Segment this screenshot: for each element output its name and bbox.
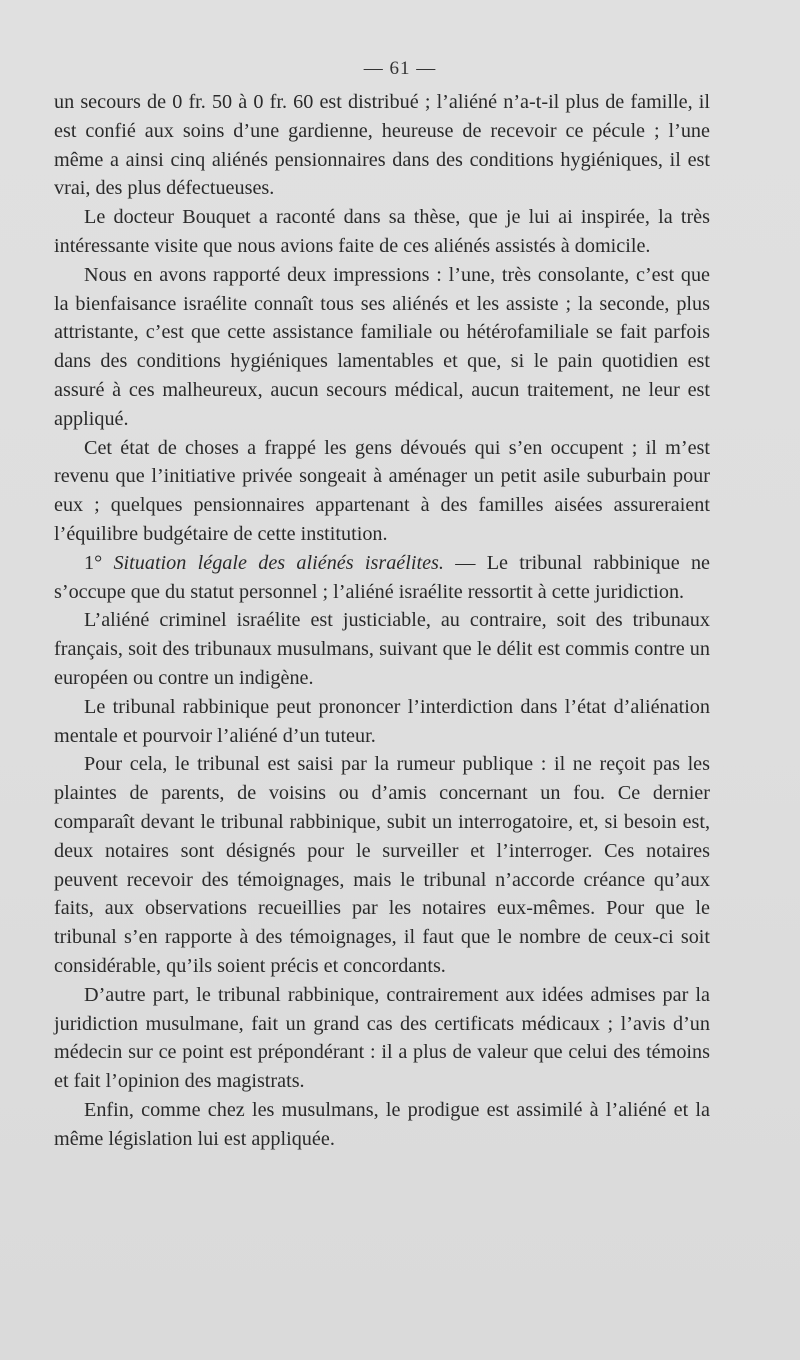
section-number: 1° [84, 551, 114, 574]
paragraph: D’autre part, le tribunal rabbinique, contrairement aux idées admises par la juridiction musulmane, fait un grand cas des certificats médicaux ; l’avis d’un médecin sur ce point est prépondérant : il a plus de valeur que celui des témoins et fait l’opinion des magistrats. [54, 983, 710, 1093]
paragraph: Pour cela, le tribunal est saisi par la rumeur publique : il ne reçoit pas les plaintes de parents, de voisins ou d’amis concernant un fou. Ce dernier comparaît devant le tribunal rabbinique, subit un interrogatoire, et, si besoin est, deux notaires sont désignés pour le surveiller et l’interroger. Ces notaires peuvent recevoir des témoignages, mais le tribunal n’accorde créance qu’aux faits, aux observations recueillies par les notaires eux-mêmes. Pour que le tribunal s’en rapporte à des témoignages, il faut que le nombre de ceux-ci soit considérable, qu’ils soient précis et concordants. [54, 753, 710, 977]
paragraph: L’aliéné criminel israélite est justiciable, au contraire, soit des tribunaux français, soit des tribunaux musulmans, suivant que le délit est commis contre un européen ou contre un indigène. [54, 609, 710, 689]
paragraph: Le tribunal rabbinique peut prononcer l’interdiction dans l’état d’aliénation mentale et pourvoir l’aliéné d’un tuteur. [54, 695, 710, 747]
paragraph: Nous en avons rapporté deux impressions : l’une, très consolante, c’est que la bienfaisance israélite connaît tous ses aliénés et les assiste ; la seconde, plus attristante, c’est que cette assistance familiale ou hétérofamiliale se fait parfois dans des conditions hygiéniques lamentables et que, si le pain quotidien est assuré à ces malheureux, aucun secours médical, aucun traitement, ne leur est appliqué. [54, 263, 710, 430]
section-heading-paragraph [54, 549, 710, 607]
page-number: — 61 — [363, 58, 437, 79]
section-text: — Le tribunal rabbinique ne s’occupe que du statut personnel ; l’aliéné israélite ressortit à cette juridiction. [54, 551, 710, 603]
paragraph: Enfin, comme chez les musulmans, le prodigue est assimilé à l’aliéné et la même législation lui est appliquée. [54, 1098, 710, 1150]
paragraph: Cet état de choses a frappé les gens dévoués qui s’en occupent ; il m’est revenu que l’initiative privée songeait à aménager un petit asile suburbain pour eux ; quelques pensionnaires appartenant à des familles aisées assureraient l’équilibre budgétaire de cette institution. [54, 436, 710, 545]
paragraph: un secours de 0 fr. 50 à 0 fr. 60 est distribué ; l’aliéné n’a-t-il plus de famille, il est confié aux soins d’une gardienne, heureuse de recevoir ce pécule ; l’une même a ainsi cinq aliénés pensionnaires dans des conditions hygiéniques, il est vrai, des plus défectueuses. [54, 91, 710, 200]
section-title: Situation légale des aliénés israélites. [113, 551, 444, 574]
paragraph: Le docteur Bouquet a raconté dans sa thèse, que je lui ai inspirée, la très intéressante visite que nous avions faite de ces aliénés assistés à domicile. [54, 206, 710, 257]
text-body [54, 88, 710, 1153]
